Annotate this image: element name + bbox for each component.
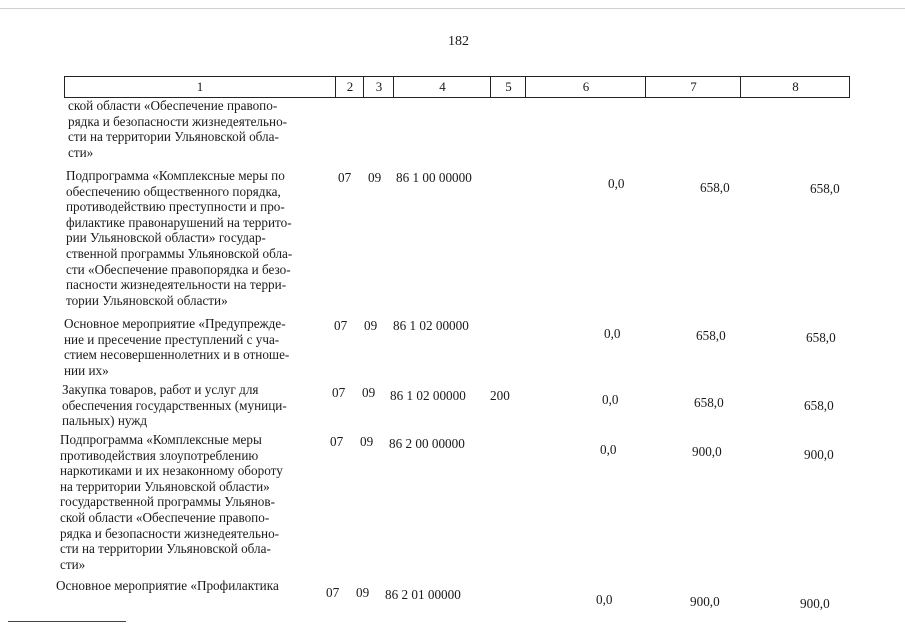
header-col-2: 2	[335, 77, 364, 97]
header-col-3: 3	[363, 77, 394, 97]
row-2-name	[64, 316, 324, 378]
row-0-name	[68, 98, 328, 160]
header-col-1: 1	[196, 79, 204, 94]
scan-edge-line	[0, 8, 905, 9]
row-2-line-3: стием несовершеннолетних и в отноше-	[64, 347, 290, 363]
row-0-line-3: сти на территории Ульяновской обла-	[68, 129, 279, 145]
row-4-line-6: ской области «Обеспечение правопо-	[60, 509, 270, 525]
row-2-value-6: 0,0	[604, 326, 621, 341]
row-5-rz: 07	[326, 585, 340, 600]
row-1-line-3: противодействию преступности и про-	[66, 199, 285, 215]
row-2-pr: 09	[364, 318, 378, 333]
row-5-value-8: 900,0	[800, 596, 830, 611]
row-5-csr: 86 2 01 00000	[385, 587, 461, 602]
row-4-line-2: противодействия злоупотреблению	[60, 447, 259, 463]
row-3-value-7: 658,0	[694, 395, 724, 410]
row-3-name	[62, 382, 322, 429]
row-4-name	[60, 432, 320, 572]
row-1-line-9: тории Ульяновской области»	[66, 292, 228, 308]
row-1-line-6: ственной программы Ульяновской обла-	[66, 245, 293, 261]
header-col-8: 8	[740, 77, 850, 97]
row-2-line-4: нии их»	[64, 362, 109, 378]
row-4-value-6: 0,0	[600, 442, 617, 457]
row-5-value-7: 900,0	[690, 594, 720, 609]
footer-rule	[8, 621, 126, 622]
row-3-value-8: 658,0	[804, 398, 834, 413]
row-5-name	[56, 578, 316, 594]
row-4-line-7: рядка и безопасности жизнедеятельно-	[60, 525, 280, 541]
row-1-name	[66, 168, 326, 308]
row-5-value-6: 0,0	[596, 592, 613, 607]
row-3-value-6: 0,0	[602, 392, 619, 407]
row-1-line-4: филактике правонарушений на террито-	[66, 214, 292, 230]
row-3-csr: 86 1 02 00000	[390, 388, 466, 403]
row-4-rz: 07	[330, 434, 344, 449]
row-0-line-2: рядка и безопасности жизнедеятельно-	[68, 113, 288, 129]
row-4-line-1: Подпрограмма «Комплексные меры	[60, 432, 262, 447]
row-3-line-3: пальных) нужд	[62, 413, 148, 429]
row-1-value-7: 658,0	[700, 180, 730, 195]
row-5-line-1: Основное мероприятие «Профилактика	[56, 578, 279, 593]
header-col-7: 7	[645, 77, 741, 97]
row-4-line-5: государственной программы Ульянов-	[60, 494, 276, 510]
row-1-line-2: обеспечению общественного порядка,	[66, 183, 281, 199]
row-1-value-6: 0,0	[608, 176, 625, 191]
row-1-value-8: 658,0	[810, 181, 840, 196]
row-2-rz: 07	[334, 318, 348, 333]
row-3-line-1: Закупка товаров, работ и услуг для	[62, 382, 259, 397]
header-col-5: 5	[490, 77, 526, 97]
row-3-rz: 07	[332, 385, 346, 400]
row-4-line-3: наркотиками и их незаконному обороту	[60, 463, 283, 479]
row-2-line-2: ние и пресечение преступлений с уча-	[64, 331, 280, 347]
row-4-line-8: сти на территории Ульяновской обла-	[60, 541, 271, 557]
header-col-6: 6	[525, 77, 646, 97]
row-0-line-4: сти»	[68, 144, 94, 160]
row-4-value-8: 900,0	[804, 447, 834, 462]
row-1-line-7: сти «Обеспечение правопорядка и безо-	[66, 261, 291, 277]
row-1-rz: 07	[338, 170, 352, 185]
row-2-line-1: Основное мероприятие «Предупрежде-	[64, 316, 286, 331]
row-3-line-2: обеспечения государственных (муници-	[62, 397, 287, 413]
row-1-line-8: пасности жизнедеятельности на терри-	[66, 277, 287, 293]
row-0-line-1: ской области «Обеспечение правопо-	[68, 98, 278, 113]
row-4-csr: 86 2 00 00000	[389, 436, 465, 451]
row-4-line-4: на территории Ульяновской области»	[60, 478, 270, 494]
row-1-csr: 86 1 00 00000	[396, 170, 472, 185]
row-4-pr: 09	[360, 434, 374, 449]
row-1-pr: 09	[368, 170, 382, 185]
row-1-line-5: рии Ульяновской области» государ-	[66, 230, 266, 246]
row-1-line-1: Подпрограмма «Комплексные меры по	[66, 168, 285, 183]
row-2-value-8: 658,0	[806, 330, 836, 345]
header-col-4: 4	[393, 77, 491, 97]
page-number: 182	[448, 34, 469, 49]
row-2-value-7: 658,0	[696, 328, 726, 343]
row-4-value-7: 900,0	[692, 444, 722, 459]
row-5-pr: 09	[356, 585, 370, 600]
row-3-vr: 200	[490, 388, 510, 403]
row-4-line-9: сти»	[60, 556, 86, 572]
row-2-csr: 86 1 02 00000	[393, 318, 469, 333]
table-header-row	[64, 76, 850, 98]
row-3-pr: 09	[362, 385, 376, 400]
